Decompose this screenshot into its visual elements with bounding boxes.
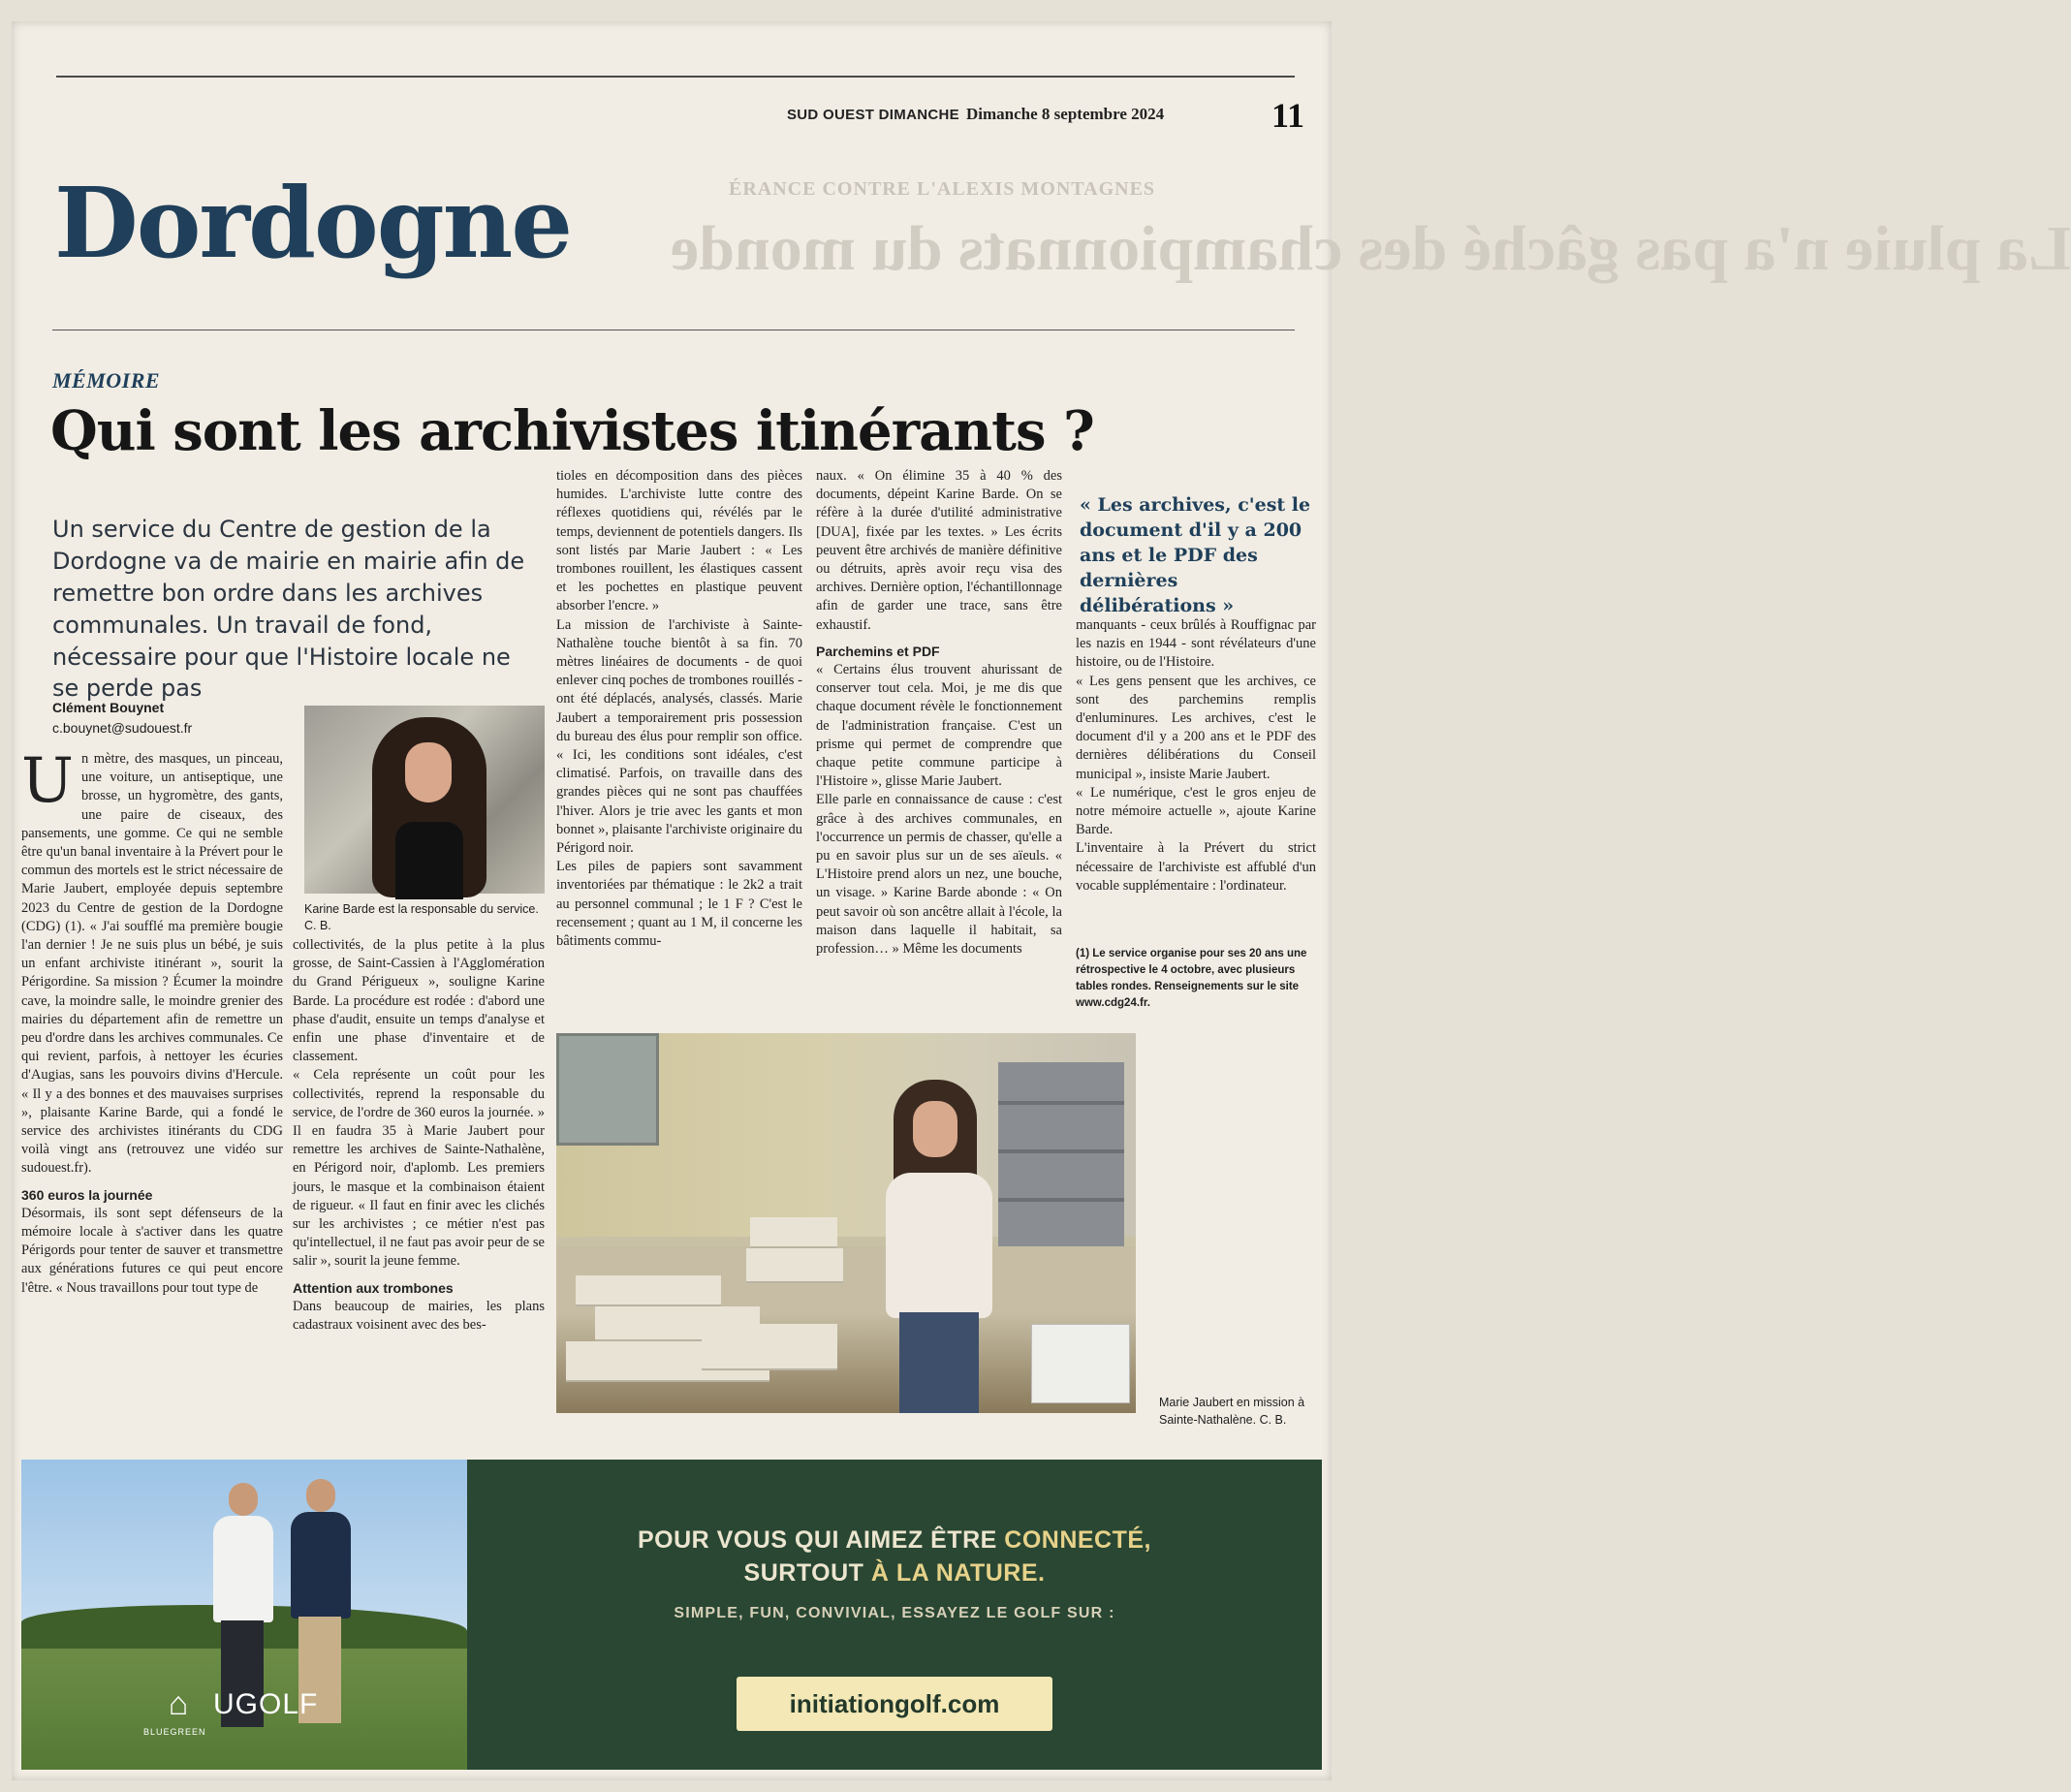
newspaper-brand: SUD OUEST DIMANCHE	[787, 107, 959, 123]
photo-2-caption-text: Marie Jaubert en mission à Sainte-Nathalène.	[1159, 1396, 1305, 1427]
column-3-paragraph-3: Les piles de papiers sont savamment inventoriées par thématique : le 2k2 a trait au personnel communal ; le 1 F ? C'est le recensement ; quant au 1 M, il concerne les bâtiments commu-	[556, 859, 802, 950]
subheading-parchemins: Parchemins et PDF	[816, 643, 940, 659]
photo-karine-barde	[304, 706, 545, 894]
column-5-paragraph-2: « Les gens pensent que les archives, ce sont des parchemins remplis d'enluminures. Les archives, c'est le document d'il y a 200 ans et le PDF des dernières délibérations du Conseil municipal », insiste Marie Jaubert.	[1076, 673, 1316, 782]
article-column-4	[816, 467, 1062, 959]
subheading-trombones: Attention aux trombones	[293, 1279, 454, 1296]
column-5-paragraph-3: « Le numérique, c'est le gros enjeu de notre mémoire actuelle », ajoute Karine Barde.	[1076, 784, 1316, 838]
column-1-paragraph-1: n mètre, des masques, un pinceau, une voiture, un antiseptique, une brosse, un hygromètre, des gants, une paire de ciseaux, des pansements, une gomme. Ce qui ne semble être qu'un banal inventaire à la Prévert pour le commun des mortels est le strict nécessaire de Marie Jaubert, employée depuis septembre 2023 du Centre de gestion de la Dordogne (CDG) (1). « J'ai soufflé ma première bougie l'an dernier ! Je ne suis plus un bébé, je suis un enfant archiviste itinérant », sourit la Périgordine. Sa mission ? Écumer la moindre cave, la moindre salle, le moindre grenier des mairies du département afin de remettre un peu d'ordre dans les archives communales. Ce qui revient, parfois, à nettoyer les écuries d'Augias, sans les pouvoirs divins d'Hercule. « Il y a des bonnes et des mauvaises surprises », plaisante Karine Barde, qui a fondé le service des archivistes itinérants du CDG voilà vingt ans (retrouvez une vidéo sur sudouest.fr).	[21, 751, 283, 1177]
photo-2-caption	[1159, 1394, 1324, 1429]
column-4-paragraph-1: naux. « On élimine 35 à 40 % des documents, dépeint Karine Barde. On se réfère à la durée d'utilité administrative [DUA], fixée par les textes. » Les écrits peuvent être archivés de manière définitive ou détruits, après avoir reçu visa des archives. Dernière option, l'échantillonnage afin de garder une trace, sans être exhaustif.	[816, 468, 1062, 633]
section-title: Dordogne	[54, 166, 571, 280]
subheading-360-euros: 360 euros la journée	[21, 1186, 153, 1203]
bleed-through-headline: La pluie n'a pas gâché des championnats du monde	[671, 213, 2071, 284]
ad-headline-accent-2: À LA NATURE.	[870, 1559, 1046, 1587]
author-email[interactable]: c.bouynet@sudouest.fr	[52, 720, 193, 736]
article-column-3	[556, 467, 802, 951]
newspaper-page	[12, 21, 2071, 1780]
page-number: 11	[1271, 96, 1305, 135]
column-1-paragraph-2: Désormais, ils sont sept défenseurs de la mémoire locale à s'activer dans les quatre Périgords pour tenter de sauver et transmettre aux générations futures ce qui peut encore l'être. « Nous travaillons pour tout type de	[21, 1205, 283, 1296]
column-4-paragraph-2: « Certains élus trouvent ahurissant de conserver tout cela. Moi, je me dis que chaque document révèle le fonctionnement de l'administration française. C'est un prisme qui permet de comprendre que chaque petite commune participe à l'Histoire », glisse Marie Jaubert.	[816, 662, 1062, 790]
ad-headline-part-2: SURTOUT	[743, 1559, 871, 1587]
article-column-1	[21, 745, 283, 1298]
photo-1-caption	[304, 901, 545, 934]
column-3-paragraph-1: tioles en décomposition dans des pièces humides. L'archiviste lutte contre des réflexes quotidiens qui, révélés par le temps, deviennent de potentiels dangers. Ils sont listés par Marie Jaubert : « Les trombones rouillent, les élastiques cassent et les pochettes en plastique peuvent absorber l'encre. »	[556, 468, 802, 614]
bluegreen-logo-icon: ⌂	[168, 1685, 189, 1722]
issue-date: Dimanche 8 septembre 2024	[966, 105, 1165, 123]
article-column-5	[1076, 616, 1316, 896]
ad-headline-part-1: POUR VOUS QUI AIMEZ ÊTRE	[637, 1526, 1005, 1554]
photo-1-credit: C. B.	[304, 919, 331, 932]
golf-advertisement[interactable]	[21, 1460, 1322, 1770]
ad-url-button[interactable]: initiationgolf.com	[737, 1677, 1052, 1731]
author-name: Clément Bouynet	[52, 700, 165, 715]
photo-marie-jaubert	[556, 1033, 1136, 1413]
ad-tagline: SIMPLE, FUN, CONVIVIAL, ESSAYEZ LE GOLF SUR :	[674, 1605, 1115, 1621]
column-2-paragraph-3: Dans beaucoup de mairies, les plans cadastraux voisinent avec des bes-	[293, 1298, 545, 1334]
photo-2-credit: C. B.	[1259, 1413, 1287, 1427]
ugolf-logo: UGOLF	[213, 1688, 319, 1720]
column-5-paragraph-1: manquants - ceux brûlés à Rouffignac par les nazis en 1944 - sont révélateurs d'une histoire, ou de l'Histoire.	[1076, 617, 1316, 671]
ad-photo-golfers	[21, 1460, 467, 1770]
article-lede: Un service du Centre de gestion de la Dordogne va de mairie en mairie afin de remettre bon ordre dans les archives communales. Un travail de fond, nécessaire pour que l'Histoire locale ne se perde pas	[52, 516, 525, 703]
photo-1-caption-text: Karine Barde est la responsable du service.	[304, 902, 539, 916]
article-kicker: MÉMOIRE	[52, 368, 161, 393]
column-2-paragraph-2: « Cela représente un coût pour les collectivités, reprend la responsable du service, de l'ordre de 360 euros la journée. » Il en faudra 35 à Marie Jaubert pour remettre les archives de Sainte-Nathalène, en Périgord noir, d'aplomb. Les premiers jours, le masque et la combinaison étaient de rigueur. « Il faut en finir avec les clichés sur les archivistes ; ce métier n'est pas qu'intellectuel, il ne faut pas avoir peur de se salir », sourit la jeune femme.	[293, 1067, 545, 1270]
article-column-2	[293, 936, 545, 1335]
top-rule	[56, 76, 1295, 78]
column-4-paragraph-3: Elle parle en connaissance de cause : c'est grâce à des archives communales, en l'occurrence un permis de chasser, qu'elle a pu en savoir plus sur un de ses aïeuls. « L'Histoire prend alors un nez, une bouche, un visage. » Karine Barde abonde : « On peut savoir où son ancêtre allait à l'école, la maison dans laquelle il habitait, sa profession… » Même les documents	[816, 792, 1062, 958]
article-headline: Qui sont les archivistes itinérants ?	[50, 399, 1094, 463]
column-3-paragraph-2: La mission de l'archiviste à Sainte-Nathalène touche bientôt à sa fin. 70 mètres linéaires de documents - de quoi enlever cinq poches de trombones rouillés - ont été déplacés, analysés, classés. Marie Jaubert a temporairement pris possession du bureau des élus pour remplir son office. « Ici, les conditions sont idéales, c'est climatisé. Parfois, on travaille dans des grandes pièces qui ne sont pas chauffées l'hiver. Alors je trie avec les gants et mon bonnet », plaisante l'archiviste originaire du Périgord noir.	[556, 616, 802, 857]
column-5-paragraph-4: L'inventaire à la Prévert du strict nécessaire de l'archiviste est affublé d'un vocable supplémentaire : l'ordinateur.	[1076, 840, 1316, 894]
column-2-paragraph-1: collectivités, de la plus petite à la plus grosse, de Saint-Cassien à l'Agglomération du Grand Périgueux », souligne Karine Barde. La procédure est rodée : d'abord une phase d'audit, ensuite un temps d'analyse et enfin une phase d'inventaire et de classement.	[293, 937, 545, 1065]
pull-quote: « Les archives, c'est le document d'il y a 200 ans et le PDF des dernières délibérations »	[1080, 494, 1311, 616]
drop-cap: U	[21, 745, 74, 817]
footnote: (1) Le service organise pour ses 20 ans une rétrospective le 4 octobre, avec plusieurs tables rondes. Renseignements sur le site www.cdg24.fr.	[1076, 948, 1307, 1009]
bleed-through-header: ÉRANCE CONTRE L'ALEXIS MONTAGNES	[729, 178, 1156, 200]
bluegreen-logo-text: BLUEGREEN	[143, 1727, 206, 1737]
ad-headline-accent-1: CONNECTÉ,	[1004, 1526, 1151, 1554]
ad-headline	[467, 1524, 1322, 1589]
